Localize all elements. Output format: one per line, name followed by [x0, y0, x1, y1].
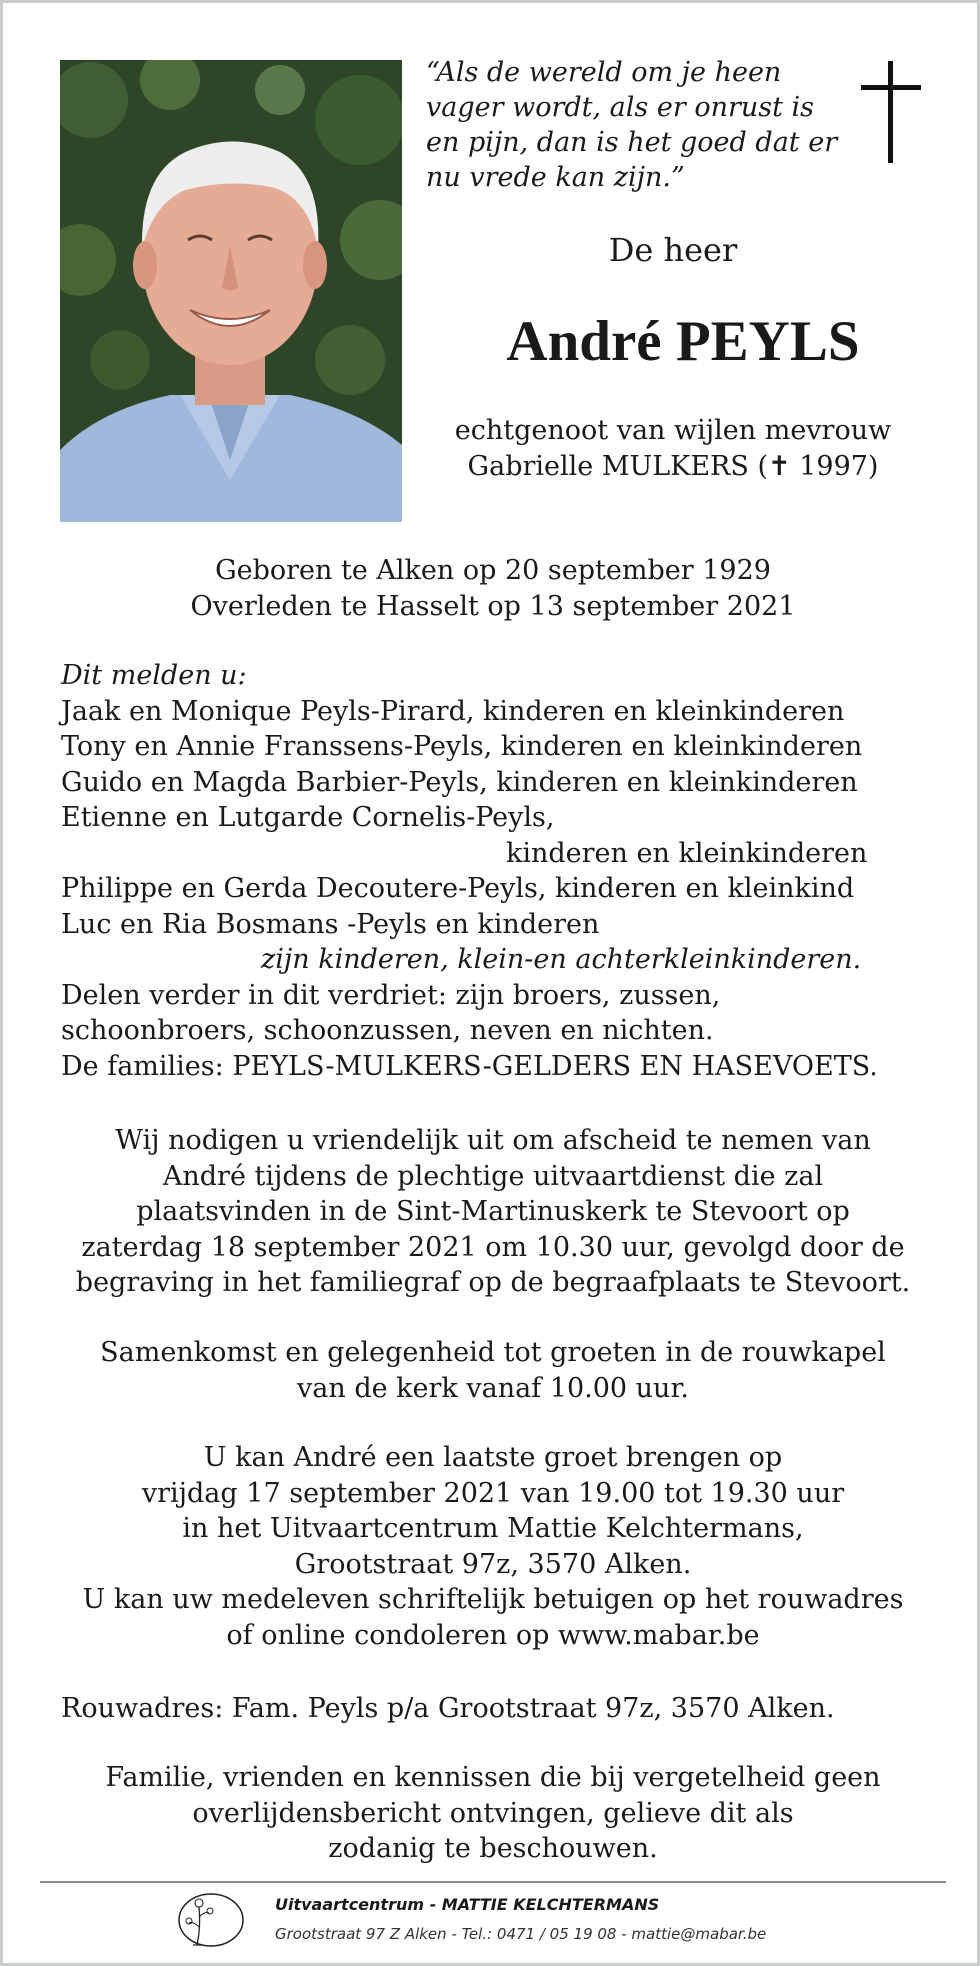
honorific-title: De heer	[608, 231, 738, 269]
quote-line: “Als de wereld om je heen	[426, 57, 782, 88]
farewell-info	[3, 1440, 980, 1653]
farewell-line: U kan uw medeleven schriftelijk betuigen op het rouwadres	[82, 1584, 904, 1615]
family-line: Luc en Ria Bosmans -Peyls en kinderen	[61, 908, 600, 940]
mourning-address	[61, 1691, 941, 1727]
gathering-line: Samenkomst en gelegenheid tot groeten in de rouwkapel	[100, 1337, 886, 1368]
invitation-line: zaterdag 18 september 2021 om 10.30 uur, gevolgd door de	[81, 1231, 905, 1263]
family-intro: Dit melden u:	[61, 660, 247, 691]
gathering-info	[3, 1335, 980, 1406]
invitation-line: plaatsvinden in de Sint-Martinuskerk te Stevoort op	[136, 1196, 850, 1227]
family-line: De families: PEYLS-MULKERS-GELDERS EN HASEVOETS.	[61, 1050, 878, 1082]
family-line: schoonbroers, schoonzussen, neven en nichten.	[61, 1015, 714, 1046]
family-line: Philippe en Gerda Decoutere-Peyls, kinderen en kleinkind	[61, 873, 855, 904]
farewell-line: U kan André een laatste groet brengen op	[203, 1442, 783, 1473]
funeral-home-footer	[175, 1887, 875, 1957]
quote-line: nu vrede kan zijn.”	[426, 162, 685, 193]
memorial-quote	[426, 55, 838, 195]
cross-icon	[861, 61, 921, 163]
funeral-invitation	[3, 1123, 980, 1301]
deceased-name: André PEYLS	[506, 310, 860, 373]
farewell-line: in het Uitvaartcentrum Mattie Kelchtermans,	[182, 1513, 804, 1544]
death-line: Overleden te Hasselt op 13 september 2021	[190, 591, 796, 622]
footer-divider	[40, 1881, 946, 1883]
family-line: Guido en Magda Barbier-Peyls, kinderen en kleinkinderen	[61, 766, 858, 798]
notice-line: overlijdensbericht ontvingen, gelieve dit als	[192, 1797, 794, 1829]
spouse-line: Gabrielle MULKERS (✝ 1997)	[467, 451, 879, 482]
address-line: Rouwadres: Fam. Peyls p/a Grootstraat 97z, 3570 Alken.	[61, 1693, 835, 1724]
quote-line: vager wordt, als er onrust is	[426, 92, 815, 123]
notice-line: Familie, vrienden en kennissen die bij vergetelheid geen	[105, 1762, 881, 1793]
spouse-info	[423, 413, 923, 485]
family-line: Jaak en Monique Peyls-Pirard, kinderen en kleinkinderen	[61, 695, 845, 727]
family-line: Delen verder in dit verdriet: zijn broers, zussen,	[61, 979, 721, 1011]
gathering-line: van de kerk vanaf 10.00 uur.	[297, 1372, 689, 1404]
spouse-line: echtgenoot van wijlen mevrouw	[454, 415, 892, 446]
quote-line: en pijn, dan is het goed dat er	[426, 127, 838, 158]
invitation-line: begraving in het familiegraf op de begraafplaats te Stevoort.	[75, 1267, 911, 1298]
notice-line: zodanig te beschouwen.	[328, 1833, 658, 1864]
birth-line: Geboren te Alken op 20 september 1929	[215, 555, 771, 586]
family-line: zijn kinderen, klein-en achterkleinkinderen.	[261, 944, 862, 975]
portrait-photo	[60, 60, 402, 522]
family-line: Tony en Annie Franssens-Peyls, kinderen en kleinkinderen	[61, 731, 863, 762]
farewell-line: of online condoleren op www.mabar.be	[226, 1619, 760, 1651]
life-dates	[3, 553, 980, 625]
flower-logo-icon	[175, 1887, 245, 1949]
funeral-home-name: Uitvaartcentrum - MATTIE KELCHTERMANS	[275, 1895, 660, 1914]
notice	[3, 1760, 980, 1867]
family-line: Etienne en Lutgarde Cornelis-Peyls,	[61, 802, 555, 833]
invitation-line: André tijdens de plechtige uitvaartdienst die zal	[162, 1160, 824, 1192]
invitation-line: Wij nodigen u vriendelijk uit om afscheid te nemen van	[115, 1125, 871, 1156]
farewell-line: vrijdag 17 september 2021 van 19.00 tot 19.30 uur	[141, 1477, 845, 1509]
family-line: kinderen en kleinkinderen	[506, 837, 868, 869]
farewell-line: Grootstraat 97z, 3570 Alken.	[294, 1548, 692, 1580]
family-announcement	[61, 658, 941, 1084]
funeral-home-contact: Grootstraat 97 Z Alken - Tel.: 0471 / 05 19 08 - mattie@mabar.be	[275, 1925, 767, 1943]
